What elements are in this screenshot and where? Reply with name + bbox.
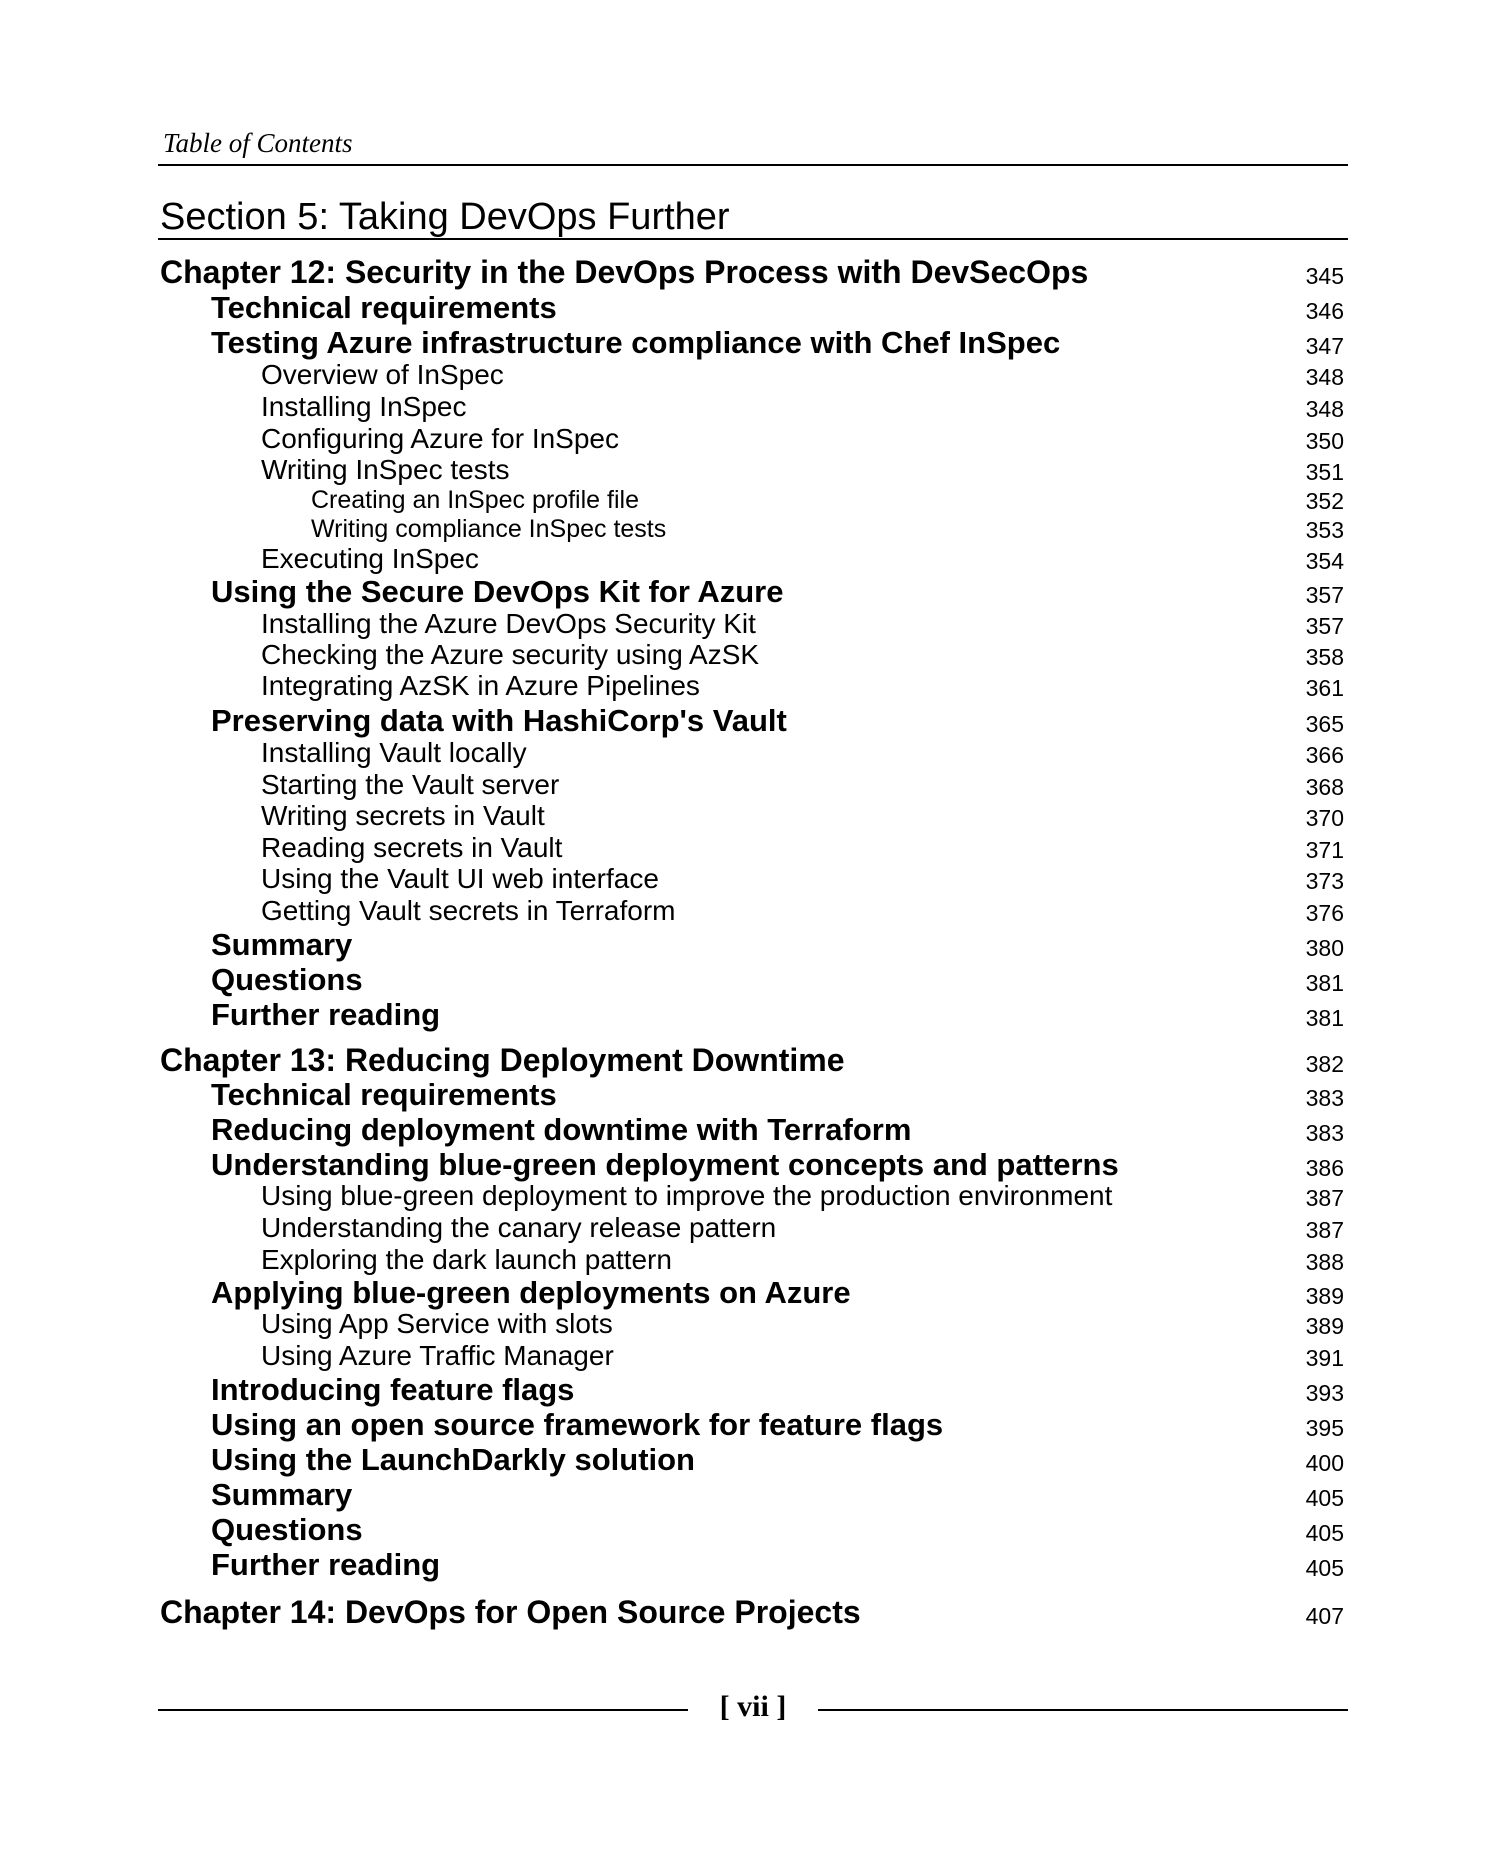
section-rule <box>158 238 1348 240</box>
toc-entry-title: Installing Vault locally <box>261 737 527 768</box>
toc-entry[interactable] <box>0 926 1500 960</box>
toc-entry-page: 351 <box>1305 459 1344 485</box>
toc-entry[interactable] <box>0 1441 1500 1475</box>
toc-entry[interactable] <box>0 1371 1500 1405</box>
toc-entry-title: Chapter 12: Security in the DevOps Process with DevSecOps <box>160 254 1089 290</box>
toc-entry[interactable] <box>0 539 1500 573</box>
page-footer <box>158 1688 1348 1732</box>
toc-entry-page: 352 <box>1305 488 1344 514</box>
toc-entry-title: Configuring Azure for InSpec <box>261 423 619 454</box>
toc-entry[interactable] <box>0 796 1500 830</box>
toc-entry-title: Overview of InSpec <box>261 359 504 390</box>
toc-entry-page: 357 <box>1305 613 1344 639</box>
toc-entry-page: 370 <box>1305 805 1344 831</box>
toc-entry[interactable] <box>0 1511 1500 1545</box>
toc-entry-title: Technical requirements <box>211 290 557 325</box>
toc-entry-title: Getting Vault secrets in Terraform <box>261 895 676 926</box>
toc-entry-page: 383 <box>1305 1085 1344 1111</box>
toc-entry[interactable] <box>0 859 1500 893</box>
toc-entry-title: Exploring the dark launch pattern <box>261 1244 672 1275</box>
toc-entry-title: Further reading <box>211 997 441 1032</box>
toc-entry[interactable] <box>0 1406 1500 1440</box>
toc-entry-page: 345 <box>1305 263 1344 289</box>
toc-entry-title: Installing InSpec <box>261 391 467 422</box>
toc-chapter-entry[interactable] <box>0 254 1500 288</box>
toc-entry[interactable] <box>0 289 1500 323</box>
toc-entry-title: Using the Secure DevOps Kit for Azure <box>211 574 784 609</box>
toc-entry-page: 357 <box>1305 582 1344 608</box>
toc-entry-title: Using blue-green deployment to improve the production environment <box>261 1180 1113 1211</box>
toc-entry-title: Creating an InSpec profile file <box>311 486 639 514</box>
toc-entry-page: 395 <box>1305 1415 1344 1441</box>
toc-entry[interactable] <box>0 355 1500 389</box>
toc-entry-title: Installing the Azure DevOps Security Kit <box>261 608 756 639</box>
toc-entry-page: 348 <box>1305 396 1344 422</box>
toc-entry-title: Preserving data with HashiCorp's Vault <box>211 703 787 738</box>
toc-entry-title: Writing compliance InSpec tests <box>311 515 667 543</box>
toc-entry-page: 389 <box>1305 1283 1344 1309</box>
toc-entry-page: 376 <box>1305 900 1344 926</box>
toc-entry-page: 407 <box>1305 1603 1344 1629</box>
toc-entry[interactable] <box>0 635 1500 669</box>
toc-entry-title: Using Azure Traffic Manager <box>261 1340 614 1371</box>
toc-entry-title: Understanding the canary release pattern <box>261 1212 777 1243</box>
toc-entry[interactable] <box>0 1304 1500 1338</box>
toc-entry-page: 391 <box>1305 1345 1344 1371</box>
toc-entry[interactable] <box>0 573 1500 607</box>
toc-entry[interactable] <box>0 828 1500 862</box>
section-title: Section 5: Taking DevOps Further <box>160 196 730 238</box>
toc-entry-title: Understanding blue-green deployment concepts and patterns <box>211 1147 1119 1182</box>
toc-entry-page: 365 <box>1305 711 1344 737</box>
toc-entry[interactable] <box>0 733 1500 767</box>
toc-entry-title: Testing Azure infrastructure compliance with Chef InSpec <box>211 325 1061 360</box>
footer-rule-right <box>818 1709 1348 1711</box>
toc-entry-page: 366 <box>1305 742 1344 768</box>
toc-entry-page: 361 <box>1305 675 1344 701</box>
toc-entry[interactable] <box>0 1208 1500 1242</box>
toc-entry-page: 346 <box>1305 298 1344 324</box>
toc-entry-title: Writing InSpec tests <box>261 454 510 485</box>
toc-entry[interactable] <box>0 1176 1500 1210</box>
toc-entry[interactable] <box>0 666 1500 700</box>
toc-entry-title: Executing InSpec <box>261 543 479 574</box>
toc-entry-page: 350 <box>1305 428 1344 454</box>
toc-entry-title: Questions <box>211 1512 363 1547</box>
toc-entry-page: 368 <box>1305 774 1344 800</box>
toc-entry-title: Chapter 13: Reducing Deployment Downtime <box>160 1042 845 1078</box>
toc-entry-title: Applying blue-green deployments on Azure <box>211 1275 851 1310</box>
toc-entry-page: 354 <box>1305 548 1344 574</box>
toc-entry-page: 382 <box>1305 1051 1344 1077</box>
toc-entry[interactable] <box>0 604 1500 638</box>
toc-entry-title: Questions <box>211 962 363 997</box>
toc-entry[interactable] <box>0 1111 1500 1145</box>
toc-entry-page: 358 <box>1305 644 1344 670</box>
toc-entry-title: Integrating AzSK in Azure Pipelines <box>261 670 700 701</box>
toc-entry-page: 386 <box>1305 1155 1344 1181</box>
toc-entry[interactable] <box>0 508 1500 542</box>
toc-entry-title: Chapter 14: DevOps for Open Source Projects <box>160 1594 861 1630</box>
toc-entry-title: Reducing deployment downtime with Terraform <box>211 1112 912 1147</box>
toc-entry-title: Using the Vault UI web interface <box>261 863 659 894</box>
toc-entry-page: 347 <box>1305 333 1344 359</box>
toc-entry-title: Summary <box>211 1477 353 1512</box>
toc-entry-page: 389 <box>1305 1313 1344 1339</box>
toc-entry-title: Starting the Vault server <box>261 769 560 800</box>
toc-entry[interactable] <box>0 702 1500 736</box>
toc-entry-page: 405 <box>1305 1555 1344 1581</box>
toc-entry-page: 405 <box>1305 1485 1344 1511</box>
toc-entry[interactable] <box>0 961 1500 995</box>
toc-entry-title: Checking the Azure security using AzSK <box>261 639 760 670</box>
toc-entry[interactable] <box>0 1146 1500 1180</box>
toc-entry-title: Technical requirements <box>211 1077 557 1112</box>
header-rule <box>158 164 1348 166</box>
toc-entry-title: Summary <box>211 927 353 962</box>
toc-entry-title: Using App Service with slots <box>261 1308 613 1339</box>
toc-entry[interactable] <box>0 1076 1500 1110</box>
toc-entry-page: 387 <box>1305 1217 1344 1243</box>
toc-entry[interactable] <box>0 1476 1500 1510</box>
toc-entry-title: Introducing feature flags <box>211 1372 575 1407</box>
toc-entry-page: 400 <box>1305 1450 1344 1476</box>
toc-entry-title: Writing secrets in Vault <box>261 800 545 831</box>
toc-entry[interactable] <box>0 1336 1500 1370</box>
toc-entry[interactable] <box>0 419 1500 453</box>
toc-entry-page: 383 <box>1305 1120 1344 1146</box>
toc-entry-page: 381 <box>1305 970 1344 996</box>
toc-entry[interactable] <box>0 1240 1500 1274</box>
toc-entry-title: Further reading <box>211 1547 441 1582</box>
toc-entry-page: 388 <box>1305 1249 1344 1275</box>
toc-entry-title: Reading secrets in Vault <box>261 832 563 863</box>
toc-entry-page: 348 <box>1305 364 1344 390</box>
toc-chapter-entry[interactable] <box>0 1594 1500 1628</box>
toc-entry[interactable] <box>0 387 1500 421</box>
toc-entry-page: 393 <box>1305 1380 1344 1406</box>
toc-entry[interactable] <box>0 996 1500 1030</box>
toc-entry-page: 381 <box>1305 1005 1344 1031</box>
toc-entry-page: 373 <box>1305 868 1344 894</box>
toc-entry-page: 353 <box>1305 517 1344 543</box>
toc-entry-title: Using the LaunchDarkly solution <box>211 1442 695 1477</box>
toc-entry[interactable] <box>0 765 1500 799</box>
toc-entry-page: 380 <box>1305 935 1344 961</box>
toc-entry-page: 405 <box>1305 1520 1344 1546</box>
toc-entry[interactable] <box>0 1546 1500 1580</box>
toc-entry-page: 371 <box>1305 837 1344 863</box>
toc-entry[interactable] <box>0 891 1500 925</box>
toc-entry-page: 387 <box>1305 1185 1344 1211</box>
running-head: Table of Contents <box>163 128 353 158</box>
toc-chapter-entry[interactable] <box>0 1042 1500 1076</box>
toc-entry[interactable] <box>0 1274 1500 1308</box>
toc-entry[interactable] <box>0 324 1500 358</box>
page-number: [ vii ] <box>719 1690 787 1723</box>
toc-entry-title: Using an open source framework for feature flags <box>211 1407 944 1442</box>
